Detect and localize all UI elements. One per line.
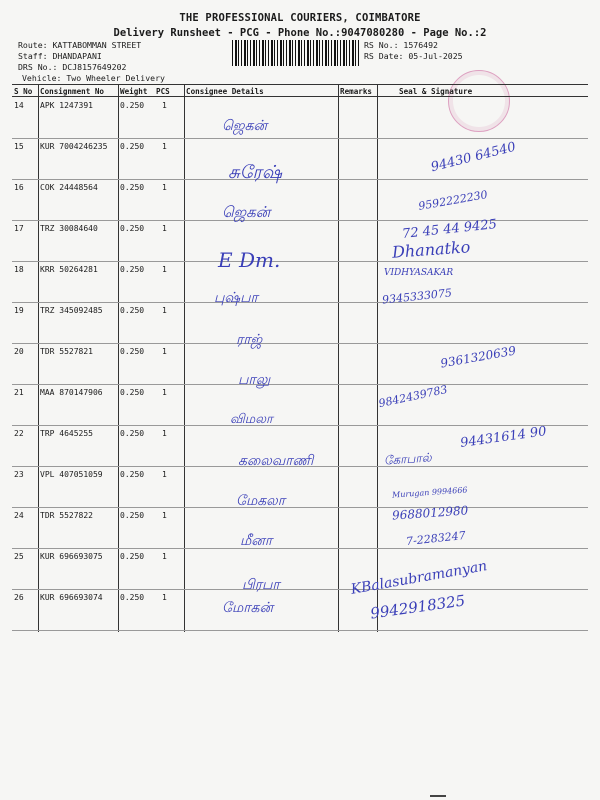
table-row bbox=[12, 302, 588, 343]
signature-handwriting: 9345333075 bbox=[381, 286, 453, 307]
table-row bbox=[12, 179, 588, 220]
cell-pcs: 1 bbox=[162, 470, 167, 479]
signature-handwriting: Murugan 9994666 bbox=[391, 485, 468, 500]
signature-handwriting: 9842439783 bbox=[377, 382, 449, 411]
cell-consignment: MAA 870147906 bbox=[40, 388, 103, 397]
cell-consignment: COK 24448564 bbox=[40, 183, 98, 192]
col-weight: Weight bbox=[120, 87, 148, 96]
cell-pcs: 1 bbox=[162, 142, 167, 151]
cell-weight: 0.250 bbox=[120, 306, 145, 315]
consignee-handwriting: ராஜ் bbox=[236, 332, 263, 348]
signature-handwriting: கோபால் bbox=[383, 450, 432, 468]
table-row bbox=[12, 548, 588, 589]
col-remarks: Remarks bbox=[340, 87, 373, 96]
cell-consignment: KUR 7004246235 bbox=[40, 142, 108, 151]
cell-sno: 19 bbox=[14, 306, 24, 315]
signature-handwriting: 9688012980 bbox=[391, 503, 469, 523]
cell-weight: 0.250 bbox=[120, 101, 145, 110]
cell-sno: 23 bbox=[14, 470, 24, 479]
cell-sno: 17 bbox=[14, 224, 24, 233]
col-consignee: Consignee Details bbox=[186, 87, 264, 96]
consignee-handwriting: சுரேஷ் bbox=[228, 162, 282, 183]
table-row bbox=[12, 97, 588, 138]
cell-consignment: KUR 696693075 bbox=[40, 552, 103, 561]
cell-sno: 21 bbox=[14, 388, 24, 397]
signature-handwriting: 9592222230 bbox=[417, 188, 489, 213]
signature-handwriting: 9942918325 bbox=[369, 591, 467, 623]
consignee-handwriting: ஜெகன் bbox=[222, 118, 268, 134]
cell-weight: 0.250 bbox=[120, 265, 145, 274]
cell-sno: 20 bbox=[14, 347, 24, 356]
cell-sno: 24 bbox=[14, 511, 24, 520]
cell-pcs: 1 bbox=[162, 183, 167, 192]
signature-handwriting: 9361320639 bbox=[439, 343, 517, 371]
cell-consignment: TRZ 345092485 bbox=[40, 306, 103, 315]
cell-pcs: 1 bbox=[162, 265, 167, 274]
cell-weight: 0.250 bbox=[120, 388, 145, 397]
consignee-handwriting: கலைவாணி bbox=[238, 453, 314, 469]
table-row bbox=[12, 507, 588, 548]
consignee-handwriting: E Dm. bbox=[218, 248, 281, 272]
cell-sno: 22 bbox=[14, 429, 24, 438]
route-label: Route: KATTABOMMAN STREET bbox=[18, 40, 142, 50]
cell-weight: 0.250 bbox=[120, 552, 145, 561]
bottom-mark bbox=[430, 795, 446, 797]
consignee-handwriting: ஜெகன் bbox=[222, 203, 271, 221]
rs-no-label: RS No.: 1576492 bbox=[364, 40, 438, 50]
page-title: THE PROFESSIONAL COURIERS, COIMBATORE bbox=[179, 12, 421, 24]
cell-pcs: 1 bbox=[162, 593, 167, 602]
signature-handwriting: 72 45 44 9425 bbox=[401, 217, 498, 242]
cell-consignment: TRP 4645255 bbox=[40, 429, 93, 438]
consignee-handwriting: பாலு bbox=[238, 372, 271, 388]
cell-sno: 25 bbox=[14, 552, 24, 561]
drs-label: DRS No.: DCJ8157649202 bbox=[18, 62, 127, 72]
col-consignment: Consignment No bbox=[40, 87, 105, 96]
signature-handwriting: VIDHYASAKAR bbox=[384, 268, 454, 278]
cell-pcs: 1 bbox=[162, 388, 167, 397]
cell-pcs: 1 bbox=[162, 552, 167, 561]
cell-weight: 0.250 bbox=[120, 511, 145, 520]
cell-pcs: 1 bbox=[162, 511, 167, 520]
consignee-handwriting: மோகன் bbox=[222, 600, 274, 616]
cell-weight: 0.250 bbox=[120, 142, 145, 151]
cell-pcs: 1 bbox=[162, 224, 167, 233]
cell-consignment: APK 1247391 bbox=[40, 101, 93, 110]
cell-sno: 15 bbox=[14, 142, 24, 151]
consignee-handwriting: மேகலா bbox=[236, 493, 286, 509]
signature-handwriting: Dhanatko bbox=[391, 237, 471, 262]
table-row bbox=[12, 220, 588, 261]
cell-consignment: VPL 407051059 bbox=[40, 470, 103, 479]
table-row bbox=[12, 589, 588, 630]
cell-consignment: TDR 5527821 bbox=[40, 347, 93, 356]
consignee-handwriting: விமலா bbox=[230, 412, 273, 427]
signature-handwriting: 94430 64540 bbox=[429, 139, 518, 176]
cell-consignment: TDR 5527822 bbox=[40, 511, 93, 520]
page-subtitle: Delivery Runsheet - PCG - Phone No.:9047080280 - Page No.:2 bbox=[113, 27, 487, 39]
table-row bbox=[12, 466, 588, 507]
cell-pcs: 1 bbox=[162, 429, 167, 438]
col-seal: Seal & Signature bbox=[399, 87, 473, 96]
col-pcs: PCS bbox=[156, 87, 170, 96]
cell-consignment: KUR 696693074 bbox=[40, 593, 103, 602]
vehicle-label: Vehicle: Two Wheeler Delivery bbox=[22, 73, 165, 83]
signature-handwriting: 94431614 90 bbox=[459, 424, 548, 451]
cell-weight: 0.250 bbox=[120, 593, 145, 602]
cell-weight: 0.250 bbox=[120, 183, 145, 192]
cell-weight: 0.250 bbox=[120, 224, 145, 233]
consignee-handwriting: புஷ்பா bbox=[214, 290, 258, 306]
barcode bbox=[232, 40, 360, 66]
staff-label: Staff: DHANDAPANI bbox=[18, 51, 102, 61]
signature-handwriting: KBalasubramanyan bbox=[349, 558, 489, 598]
cell-consignment: TRZ 30084640 bbox=[40, 224, 98, 233]
cell-sno: 14 bbox=[14, 101, 24, 110]
consignee-handwriting: மீனா bbox=[240, 533, 273, 549]
row-divider bbox=[12, 630, 588, 631]
cell-pcs: 1 bbox=[162, 101, 167, 110]
cell-weight: 0.250 bbox=[120, 429, 145, 438]
table-row bbox=[12, 384, 588, 425]
cell-weight: 0.250 bbox=[120, 470, 145, 479]
cell-sno: 26 bbox=[14, 593, 24, 602]
cell-weight: 0.250 bbox=[120, 347, 145, 356]
cell-sno: 16 bbox=[14, 183, 24, 192]
col-sno: S No bbox=[14, 87, 33, 96]
cell-sno: 18 bbox=[14, 265, 24, 274]
cell-pcs: 1 bbox=[162, 306, 167, 315]
rs-date-label: RS Date: 05-Jul-2025 bbox=[364, 51, 463, 61]
table-row bbox=[12, 261, 588, 302]
consignee-handwriting: பிரபா bbox=[242, 577, 280, 593]
cell-consignment: KRR 50264281 bbox=[40, 265, 98, 274]
signature-handwriting: 7-2283247 bbox=[405, 528, 467, 549]
cell-pcs: 1 bbox=[162, 347, 167, 356]
